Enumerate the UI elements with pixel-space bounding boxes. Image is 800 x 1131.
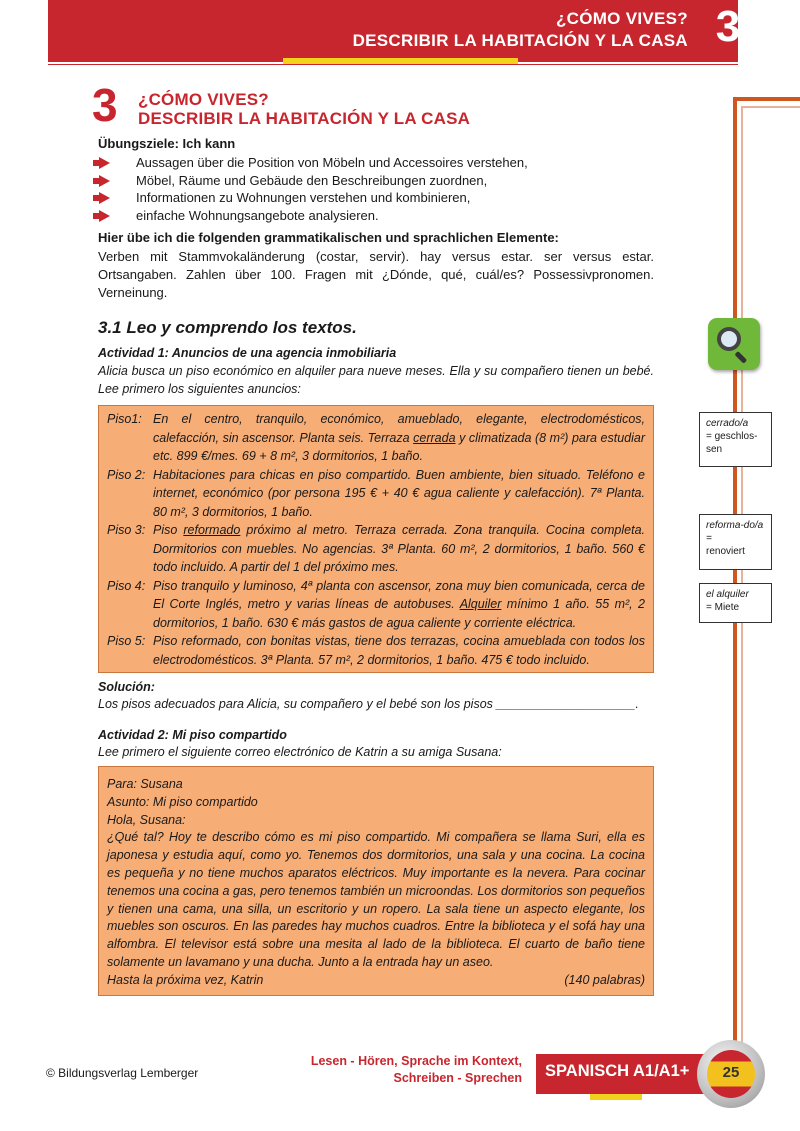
chapter-title-line1: ¿CÓMO VIVES? — [138, 90, 269, 109]
ad-text: Habitaciones para chicas en piso compartido. Buen ambiente, bien situado. Teléfono e internet, económico (por persona 195 € + 40 € agua caliente y calefacción). 7ª Planta. 80 m², 3 dormitorios, 1 baño. — [153, 467, 645, 519]
goal-item: einfache Wohnungsangebote analysieren. — [98, 207, 658, 225]
footer-skills-line2: Schreiben - Sprechen — [393, 1071, 522, 1085]
email-signoff-row — [107, 972, 645, 990]
grammar-text: Verben mit Stammvokaländerung (costar, servir). hay versus estar. ser versus estar. Ortsangaben. Zahlen über 100. Fragen mit ¿Dónde, qué, cuál/es? Possessivpronomen. Verneinung. — [98, 249, 654, 300]
footer-accent-bar — [590, 1094, 642, 1100]
magnifier-lens — [717, 327, 741, 351]
vocab-underline: reformado — [183, 523, 241, 537]
magnifier-handle — [734, 351, 747, 364]
goals-list — [98, 154, 658, 224]
ad-item — [107, 410, 645, 466]
ad-text: Piso tranquilo y luminoso, 4ª planta con ascensor, zona muy bien comunicada, cerca de El Corte Inglés, metro y varias líneas de autobuses. Alquiler mínimo 1 año. 55 m², 2 dormitorios, 1 baño. 630 € más gastos de agua caliente y corriente eléctrica. — [153, 578, 645, 630]
page-number: 25 — [722, 1064, 740, 1081]
chapter-title-line2: DESCRIBIR LA HABITACIÓN Y LA CASA — [138, 109, 471, 128]
glossary-translation: = Miete — [706, 602, 740, 613]
email-to: Para: Susana — [107, 777, 183, 791]
activity2-intro: Lee primero el siguiente correo electrónico de Katrin a su amiga Susana: — [98, 745, 502, 759]
goal-item: Aussagen über die Position von Möbeln und Accessoires verstehen, — [98, 154, 658, 172]
copyright: © Bildungsverlag Lemberger — [46, 1066, 199, 1080]
solution-heading: Solución: — [98, 680, 155, 694]
header-divider — [48, 64, 738, 65]
glossary-box-cerrado — [699, 412, 772, 467]
red-arrow-icon — [99, 157, 110, 169]
ads-box — [98, 405, 654, 673]
goals-heading: Übungsziele: Ich kann — [98, 136, 236, 151]
activity1-intro: Alicia busca un piso económico en alquiler para nueve meses. Ella y su compañero tienen un bebé. Lee primero los siguientes anuncios: — [98, 364, 654, 396]
ad-item — [107, 466, 645, 522]
ad-item — [107, 632, 645, 669]
glossary-term: reforma-do/a = — [706, 520, 764, 544]
vocab-underline: cerrada — [413, 430, 456, 445]
header-title-line1: ¿CÓMO VIVES? — [555, 9, 688, 28]
magnifier-icon — [708, 318, 760, 370]
glossary-term: el alquiler — [706, 589, 749, 600]
glossary-translation: renoviert — [706, 546, 745, 557]
section-title: 3.1 Leo y comprendo los textos. — [98, 318, 357, 337]
ad-item — [107, 577, 645, 633]
header-chapter-number: 3 — [715, 2, 741, 51]
ad-label: Piso 3: — [107, 523, 146, 537]
ad-text: Piso reformado próximo al metro. Terraza cerrada. Zona tranquila. Cocina completa. Dormitorios con muebles. No agencias. 3ª Planta. 60 m², 2 dormitorios, 1 baño. 560 € todo incluido. A partir del 1 del próximo mes. — [153, 523, 645, 574]
red-arrow-icon — [99, 192, 110, 204]
ad-label: Piso1: — [107, 412, 142, 426]
ad-text: Piso reformado, con bonitas vistas, tiene dos terrazas, cocina amueblada con todos los electrodomésticos. 3ª Planta. 57 m², 2 dormitorios, 1 baño. 475 € todo incluido. — [153, 634, 645, 667]
email-greeting: Hola, Susana: — [107, 812, 186, 827]
chapter-number: 3 — [92, 79, 118, 131]
grammar-heading: Hier übe ich die folgenden grammatikalischen und sprachlichen Elemente: — [98, 230, 559, 245]
footer-book-title: SPANISCH A1/A1+ — [545, 1062, 690, 1080]
red-arrow-icon — [99, 210, 110, 222]
red-arrow-icon — [99, 175, 110, 187]
activity1-heading: Actividad 1: Anuncios de una agencia inmobiliaria — [98, 346, 397, 360]
ad-item — [107, 521, 645, 577]
solution-text: Los pisos adecuados para Alicia, su compañero y el bebé son los pisos ____________________. — [98, 697, 639, 711]
glossary-term: cerrado/a — [706, 418, 749, 429]
right-frame-top — [737, 97, 800, 101]
ad-label: Piso 4: — [107, 578, 146, 593]
email-box — [98, 766, 654, 996]
footer-skills-line1: Lesen - Hören, Sprache im Kontext, — [310, 1054, 522, 1068]
goal-item: Möbel, Räume und Gebäude den Beschreibungen zuordnen, — [98, 172, 658, 190]
header-title-line2: DESCRIBIR LA HABITACIÓN Y LA CASA — [352, 31, 688, 50]
email-subject: Asunto: Mi piso compartido — [107, 794, 258, 809]
ad-text: En el centro, tranquilo, económico, amueblado, elegante, electrodomésticos, calefacción, sin ascensor. Planta seis. Terraza cerrada y climatizada (8 m²) para estudiar etc. 899 €/mes. 69 + 8 m², 3 dormitorios, 1 baño. — [153, 412, 645, 463]
right-frame-inner-top — [743, 106, 800, 108]
email-body: ¿Qué tal? Hoy te describo cómo es mi piso compartido. Mi compañera se llama Suri, ella es japonesa y estudia aquí, como yo. Tenemos dos dormitorios, una sala y una cocina. La cocina es pequeña y no tiene muchos aparatos eléctricos. Muy importante es la nevera. Para cocinar tenemos una cocina a gas, pero tenemos también un microondas. Los dormitorios son pequeños y tienen una cama, una silla, un escritorio y un ropero. La sala tiene un aspecto elegante, los muebles son oscuros. En las paredes hay muchos cuadros. Entre la biblioteca y el sofá hay una alfombra. El televisor está sobre una mesita al lado de la biblioteca. El cuarto de baño tiene solamente un lavamano y una ducha. Junto a la entrada hay un aseo. — [107, 830, 645, 969]
email-word-count: (140 palabras) — [564, 972, 645, 987]
activity2-heading: Actividad 2: Mi piso compartido — [98, 728, 287, 742]
ad-label: Piso 2: — [107, 467, 146, 482]
goal-item: Informationen zu Wohnungen verstehen und kombinieren, — [98, 189, 658, 207]
email-signoff: Hasta la próxima vez, Katrin — [107, 972, 264, 987]
glossary-box-alquiler — [699, 583, 772, 623]
glossary-translation: = geschlos-sen — [706, 431, 758, 455]
ad-label: Piso 5: — [107, 634, 146, 648]
glossary-box-reformado — [699, 514, 772, 570]
vocab-underline: Alquiler — [459, 597, 502, 611]
